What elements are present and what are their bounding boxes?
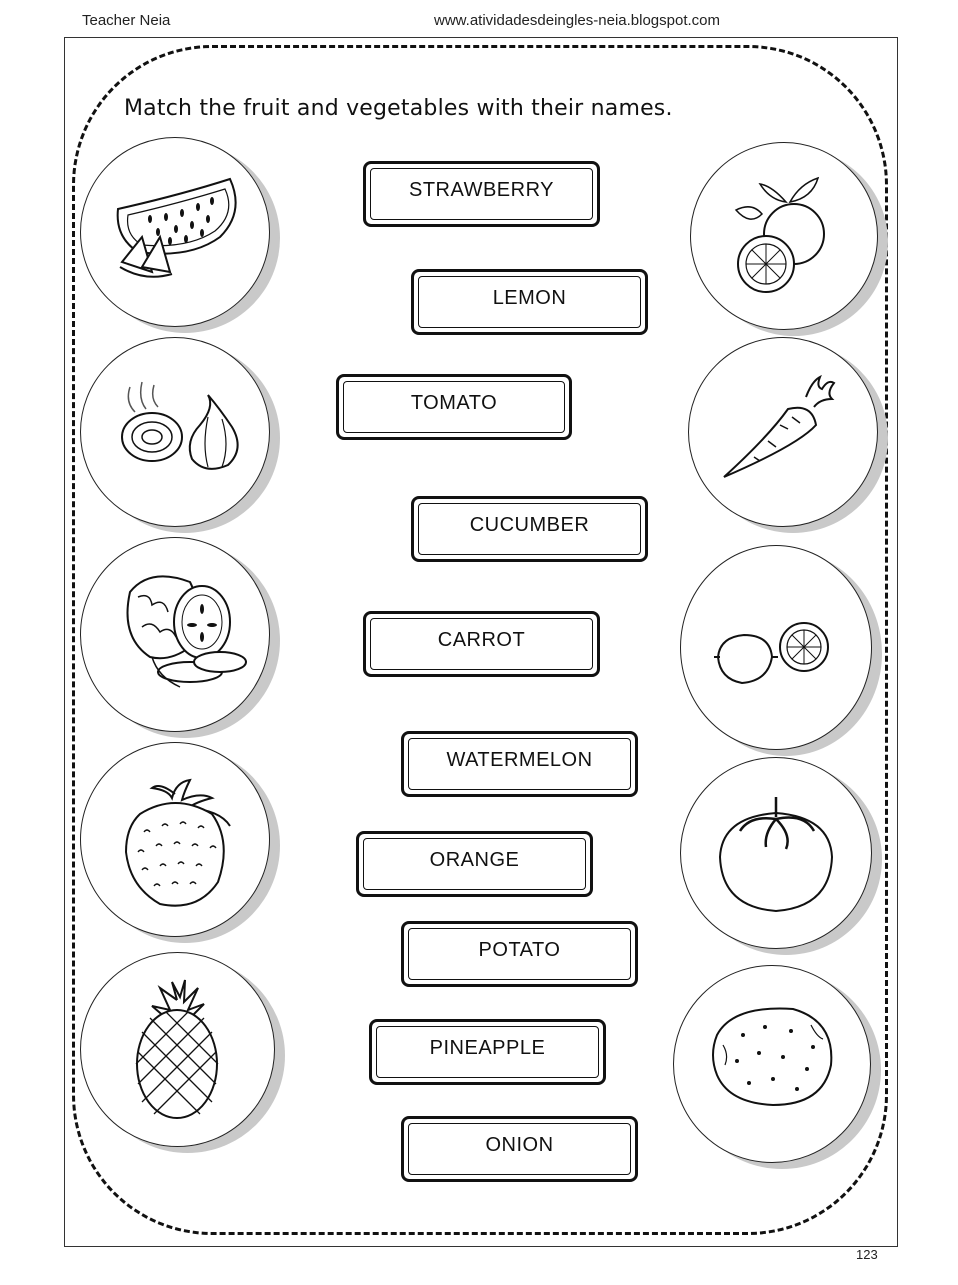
picture-circle-carrot[interactable]: [688, 337, 878, 527]
author-label: Teacher Neia: [82, 12, 171, 29]
word-label: PINEAPPLE: [429, 1036, 546, 1059]
cucumber-icon: [80, 537, 270, 732]
word-box-orange[interactable]: [356, 831, 593, 897]
instruction-text: Match the fruit and vegetables with their names.: [124, 96, 673, 121]
word-box-strawberry[interactable]: [363, 161, 600, 227]
word-label: ONION: [485, 1133, 554, 1156]
word-box-potato[interactable]: [401, 921, 638, 987]
word-label: TOMATO: [410, 391, 498, 414]
word-box-cucumber[interactable]: [411, 496, 648, 562]
picture-circle-onion[interactable]: [80, 337, 270, 527]
picture-circle-strawberry[interactable]: [80, 742, 270, 937]
word-label: LEMON: [492, 286, 567, 309]
tomato-icon: [680, 757, 872, 949]
picture-circle-lemon[interactable]: [680, 545, 872, 750]
onion-icon: [80, 337, 270, 527]
picture-circle-potato[interactable]: [673, 965, 871, 1163]
word-label: POTATO: [478, 938, 561, 961]
lemon-icon: [680, 545, 872, 750]
word-label: ORANGE: [429, 848, 520, 871]
word-box-lemon[interactable]: [411, 269, 648, 335]
watermelon-icon: [80, 137, 270, 327]
picture-circle-cucumber[interactable]: [80, 537, 270, 732]
picture-circle-tomato[interactable]: [680, 757, 872, 949]
word-label: WATERMELON: [446, 748, 593, 771]
word-box-onion[interactable]: [401, 1116, 638, 1182]
word-label: STRAWBERRY: [408, 178, 555, 201]
orange-icon: [690, 142, 878, 330]
strawberry-icon: [80, 742, 270, 937]
page-number: 123: [856, 1247, 878, 1262]
carrot-icon: [688, 337, 878, 527]
pineapple-icon: [80, 952, 275, 1147]
word-box-tomato[interactable]: [336, 374, 572, 440]
blog-url[interactable]: www.atividadesdeingles-neia.blogspot.com: [434, 12, 720, 29]
word-box-pineapple[interactable]: [369, 1019, 606, 1085]
picture-circle-watermelon[interactable]: [80, 137, 270, 327]
word-label: CUCUMBER: [469, 513, 590, 536]
picture-circle-orange[interactable]: [690, 142, 878, 330]
potato-icon: [673, 965, 871, 1163]
word-box-carrot[interactable]: [363, 611, 600, 677]
word-label: CARROT: [437, 628, 526, 651]
word-box-watermelon[interactable]: [401, 731, 638, 797]
picture-circle-pineapple[interactable]: [80, 952, 275, 1147]
